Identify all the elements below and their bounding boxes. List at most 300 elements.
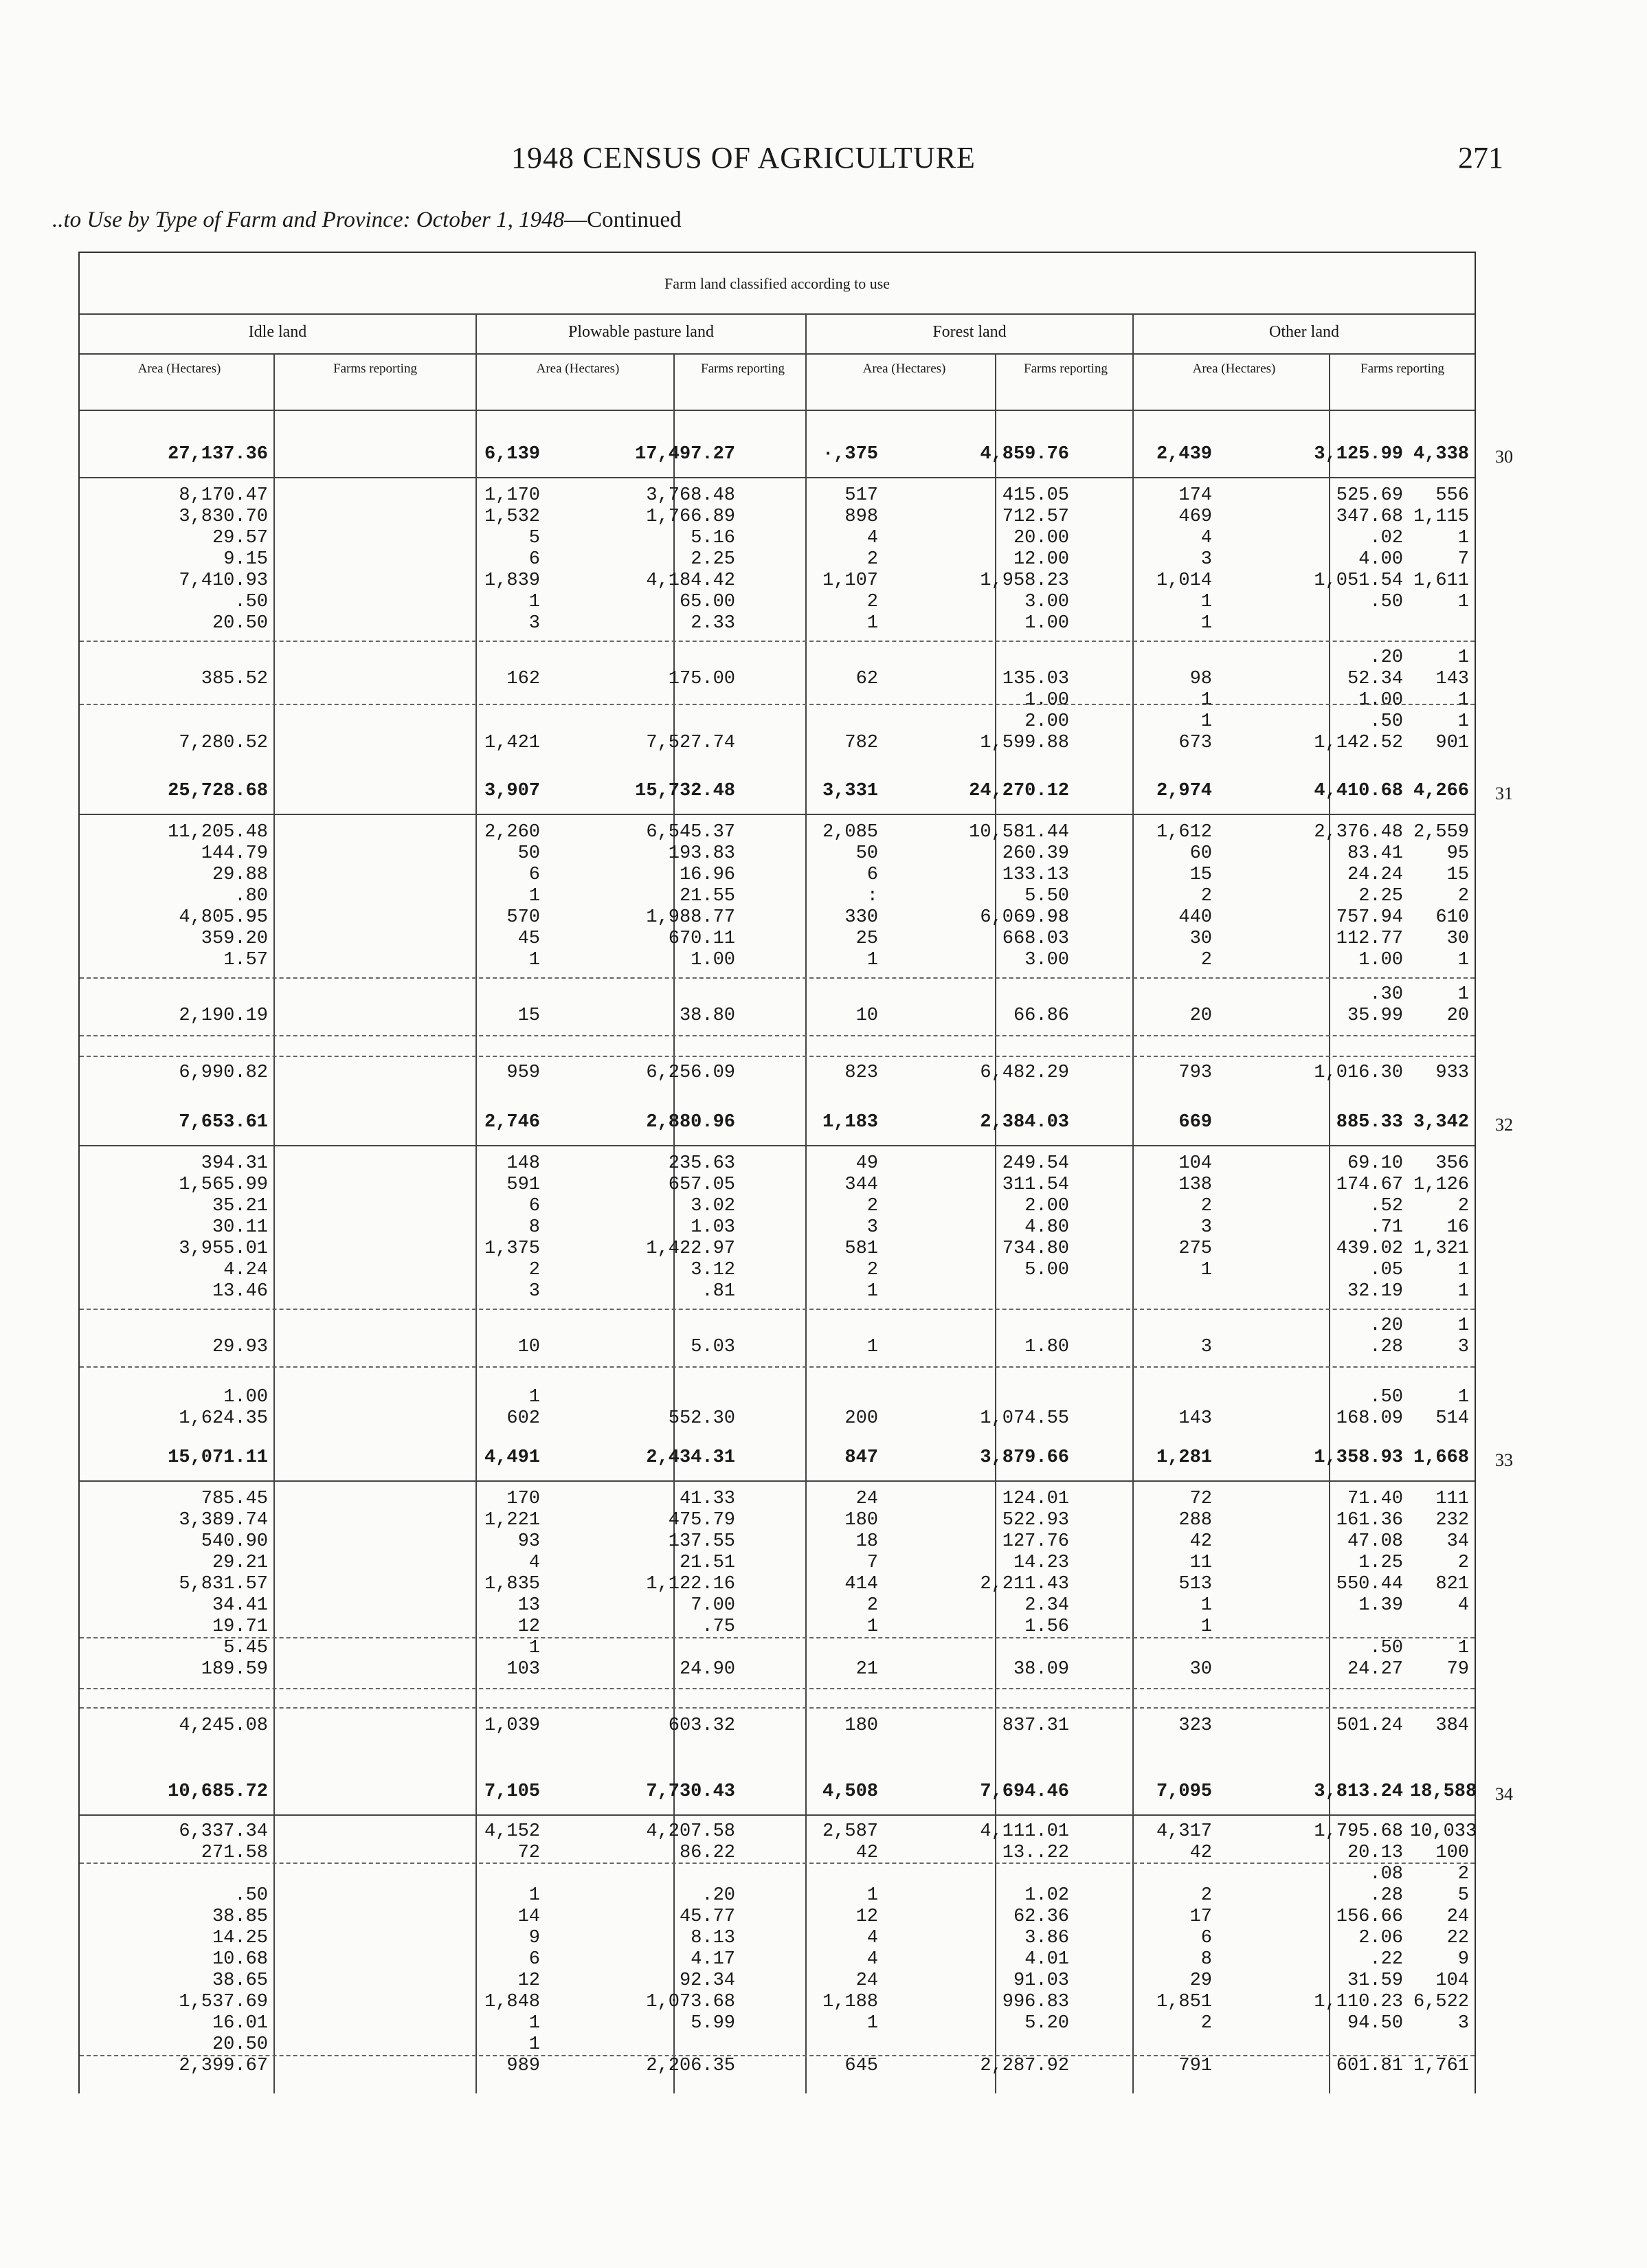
other-area: 4.00 (1358, 549, 1403, 570)
other-farms: 1,126 (1413, 1175, 1469, 1195)
forest-area: 668.03 (1002, 929, 1069, 949)
idle-area: 394.31 (201, 1153, 268, 1174)
header-pasture-area: Area (Hectares) (536, 362, 620, 376)
forest-area: 62.36 (1013, 1906, 1069, 1927)
pasture-farms: 1 (866, 1616, 878, 1637)
table-row (80, 1843, 1475, 1864)
other-area: 2.06 (1358, 1928, 1403, 1948)
pasture-area: 4,207.58 (646, 1821, 735, 1842)
forest-area: 24,270.12 (969, 781, 1069, 801)
other-farms: 1,115 (1413, 507, 1469, 527)
idle-farms: 3 (528, 613, 540, 634)
idle-farms: 1,039 (484, 1715, 540, 1736)
pasture-area: 670.11 (668, 929, 735, 949)
forest-farms: 673 (1178, 733, 1212, 753)
idle-area: 7,280.52 (179, 733, 268, 753)
forest-farms: 440 (1178, 907, 1212, 928)
other-farms: 356 (1435, 1153, 1469, 1174)
table-row (80, 886, 1475, 907)
other-area: 31.59 (1347, 1970, 1403, 1991)
other-farms: 1 (1457, 1387, 1469, 1408)
table-row (80, 592, 1475, 613)
pasture-farms: 24 (855, 1489, 878, 1509)
other-area: .52 (1369, 1196, 1403, 1216)
forest-farms: 1,612 (1156, 822, 1212, 843)
idle-farms: 1 (528, 2034, 540, 2055)
forest-farms: 42 (1189, 1843, 1212, 1863)
table-row (80, 1595, 1475, 1616)
forest-area: 1,074.55 (980, 1408, 1069, 1429)
idle-farms: 4 (528, 1553, 540, 1573)
pasture-farms: 4,508 (822, 1781, 878, 1802)
idle-farms: 12 (517, 1970, 540, 1991)
table-row (80, 1970, 1475, 1992)
table-row (80, 1885, 1475, 1906)
forest-area: 91.03 (1013, 1970, 1069, 1991)
idle-area: 5,831.57 (179, 1574, 268, 1594)
table-row (80, 570, 1475, 592)
pasture-area: 552.30 (668, 1408, 735, 1429)
other-farms: 2 (1457, 1553, 1469, 1573)
pasture-area: 475.79 (668, 1510, 735, 1531)
forest-area: 4.01 (1024, 1949, 1069, 1970)
forest-farms: 793 (1178, 1063, 1212, 1083)
idle-area: 4,805.95 (179, 907, 268, 928)
pasture-farms: 330 (844, 907, 878, 928)
idle-area: 38.85 (212, 1906, 268, 1927)
total-row (80, 1781, 1475, 1812)
table-row (80, 1659, 1475, 1680)
pasture-farms: 18 (855, 1531, 878, 1552)
pasture-farms: 10 (855, 1005, 878, 1026)
table-row (80, 2013, 1475, 2034)
idle-area: 1,624.35 (179, 1408, 268, 1429)
pasture-farms: 898 (844, 507, 878, 527)
pasture-farms: 4 (866, 1928, 878, 1948)
table-row (80, 865, 1475, 886)
group-idle-land: Idle land (248, 323, 307, 341)
table-row (80, 1196, 1475, 1217)
other-area: 47.08 (1347, 1531, 1403, 1552)
table-row (80, 1387, 1475, 1408)
table-row (80, 1992, 1475, 2013)
other-farms: 2 (1457, 1864, 1469, 1885)
pasture-farms: 1 (866, 1337, 878, 1357)
pasture-area: 1.03 (691, 1217, 735, 1238)
pasture-area: 6,256.09 (646, 1063, 735, 1083)
idle-farms: 6 (528, 1949, 540, 1970)
header-forest-farms: Farms reporting (1024, 362, 1108, 376)
pasture-farms: 847 (844, 1447, 878, 1468)
idle-farms: 4,152 (484, 1821, 540, 1842)
forest-farms: 138 (1178, 1175, 1212, 1195)
pasture-area: 7,730.43 (646, 1781, 735, 1802)
forest-area: 712.57 (1002, 507, 1069, 527)
idle-area: 189.59 (201, 1659, 268, 1680)
other-area: 4,410.68 (1314, 781, 1403, 801)
table-row (80, 1217, 1475, 1238)
forest-farms: 72 (1189, 1489, 1212, 1509)
pasture-area: 3.12 (691, 1260, 735, 1280)
pasture-area: 21.51 (679, 1553, 735, 1573)
idle-farms: 989 (506, 2056, 540, 2076)
table-row (80, 485, 1475, 507)
pasture-farms: 517 (844, 485, 878, 506)
idle-farms: 8 (528, 1217, 540, 1238)
idle-area: 4.24 (223, 1260, 268, 1280)
continued-text: —Continued (564, 208, 682, 232)
table-row (80, 1821, 1475, 1843)
other-area: 439.02 (1336, 1238, 1403, 1259)
forest-farms: 1 (1200, 690, 1212, 711)
forest-area: 66.86 (1013, 1005, 1069, 1026)
forest-farms: 30 (1189, 1659, 1212, 1680)
pasture-area: 1,766.89 (646, 507, 735, 527)
page-title: 1948 CENSUS OF AGRICULTURE (511, 141, 976, 175)
pasture-farms: : (866, 886, 878, 907)
group-forest-land: Forest land (932, 323, 1007, 341)
forest-area: 2,211.43 (980, 1574, 1069, 1594)
other-farms: 79 (1446, 1659, 1469, 1680)
idle-farms: 591 (506, 1175, 540, 1195)
forest-area: 14.23 (1013, 1553, 1069, 1573)
other-area: 1.25 (1358, 1553, 1403, 1573)
other-farms: 1 (1457, 1281, 1469, 1302)
pasture-farms: 2 (866, 549, 878, 570)
forest-farms: 275 (1178, 1238, 1212, 1259)
idle-farms: 1 (528, 886, 540, 907)
table-row (80, 647, 1475, 669)
other-area: 885.33 (1336, 1112, 1403, 1133)
other-farms: 1 (1457, 1638, 1469, 1658)
forest-farms: 288 (1178, 1510, 1212, 1531)
forest-area: 415.05 (1002, 485, 1069, 506)
pasture-area: 86.22 (679, 1843, 735, 1863)
forest-area: 5.50 (1024, 886, 1069, 907)
forest-farms: 2,974 (1156, 781, 1212, 801)
idle-farms: 45 (517, 929, 540, 949)
pasture-area: 2,880.96 (646, 1112, 735, 1133)
forest-farms: 60 (1189, 843, 1212, 864)
pasture-farms: 2,587 (822, 1821, 878, 1842)
pasture-area: 15,732.48 (635, 781, 735, 801)
other-area: 1,016.30 (1314, 1063, 1403, 1083)
other-area: .71 (1369, 1217, 1403, 1238)
idle-area: 271.58 (201, 1843, 268, 1863)
other-farms: 514 (1435, 1408, 1469, 1429)
forest-area: 124.01 (1002, 1489, 1069, 1509)
forest-farms: 17 (1189, 1906, 1212, 1927)
forest-farms: 6 (1200, 1928, 1212, 1948)
idle-area: 27,137.36 (168, 444, 268, 465)
table-row (80, 907, 1475, 929)
idle-farms: 1,170 (484, 485, 540, 506)
idle-farms: 3,907 (484, 781, 540, 801)
idle-farms: 7,105 (484, 1781, 540, 1802)
idle-farms: 2,746 (484, 1112, 540, 1133)
other-farms: 100 (1435, 1843, 1469, 1863)
pasture-area: 1,122.16 (646, 1574, 735, 1594)
pasture-area: 38.80 (679, 1005, 735, 1026)
pasture-farms: 2 (866, 1260, 878, 1280)
other-farms: 933 (1435, 1063, 1469, 1083)
other-farms: 821 (1435, 1574, 1469, 1594)
pasture-farms: 3 (866, 1217, 878, 1238)
forest-area: 1,599.88 (980, 733, 1069, 753)
pasture-farms: 7 (866, 1553, 878, 1573)
table-row (80, 1638, 1475, 1659)
idle-area: 20.50 (212, 613, 268, 634)
idle-area: 1,537.69 (179, 1992, 268, 2012)
pasture-farms: 344 (844, 1175, 878, 1195)
pasture-area: 5.03 (691, 1337, 735, 1357)
forest-farms: 174 (1178, 485, 1212, 506)
idle-area: 16.01 (212, 2013, 268, 2034)
other-area: .50 (1369, 1638, 1403, 1658)
section-number: 32 (1495, 1115, 1513, 1135)
forest-area: 133.13 (1002, 865, 1069, 885)
pasture-area: 2.25 (691, 549, 735, 570)
idle-area: 11,205.48 (168, 822, 268, 843)
pasture-area: 3,768.48 (646, 485, 735, 506)
other-area: .02 (1369, 528, 1403, 548)
table-row (80, 1510, 1475, 1531)
forest-area: 127.76 (1002, 1531, 1069, 1552)
forest-area: 4.80 (1024, 1217, 1069, 1238)
idle-area: 359.20 (201, 929, 268, 949)
other-area: 1.00 (1358, 950, 1403, 970)
other-area: 161.36 (1336, 1510, 1403, 1531)
other-farms: 4 (1457, 1595, 1469, 1616)
idle-area: 2,399.67 (179, 2056, 268, 2076)
other-area: 52.34 (1347, 669, 1403, 689)
table-row (80, 1153, 1475, 1175)
forest-area: 5.00 (1024, 1260, 1069, 1280)
idle-area: 8,170.47 (179, 485, 268, 506)
pasture-area: 193.83 (668, 843, 735, 864)
pasture-area: 45.77 (679, 1906, 735, 1927)
other-area: .28 (1369, 1885, 1403, 1906)
idle-area: 144.79 (201, 843, 268, 864)
idle-area: 10,685.72 (168, 1781, 268, 1802)
idle-farms: 170 (506, 1489, 540, 1509)
table-row (80, 549, 1475, 570)
pasture-area: 175.00 (668, 669, 735, 689)
table-row (80, 528, 1475, 549)
other-farms: 1,668 (1413, 1447, 1469, 1468)
pasture-area: 7.00 (691, 1595, 735, 1616)
table-row (80, 1864, 1475, 1885)
other-farms: 18,588 (1410, 1781, 1477, 1802)
forest-area: 38.09 (1013, 1659, 1069, 1680)
pasture-area: 1,988.77 (646, 907, 735, 928)
other-farms: 1 (1457, 528, 1469, 548)
forest-area: 2,384.03 (980, 1112, 1069, 1133)
idle-farms: 1,532 (484, 507, 540, 527)
forest-farms: 2 (1200, 886, 1212, 907)
idle-area: 14.25 (212, 1928, 268, 1948)
table-row (80, 1715, 1475, 1737)
other-farms: 901 (1435, 733, 1469, 753)
pasture-farms: 1 (866, 1885, 878, 1906)
other-area: 3,813.24 (1314, 1781, 1403, 1802)
pasture-area: 21.55 (679, 886, 735, 907)
forest-area: 4,111.01 (980, 1821, 1069, 1842)
idle-area: 29.88 (212, 865, 268, 885)
section-number: 31 (1495, 783, 1513, 803)
forest-farms: 2 (1200, 1196, 1212, 1216)
idle-farms: 72 (517, 1843, 540, 1863)
idle-area: 6,990.82 (179, 1063, 268, 1083)
idle-farms: 13 (517, 1595, 540, 1616)
forest-farms: 1 (1200, 592, 1212, 612)
idle-farms: 1,421 (484, 733, 540, 753)
other-area: 601.81 (1336, 2056, 1403, 2076)
other-area: 35.99 (1347, 1005, 1403, 1026)
pasture-farms: 2,085 (822, 822, 878, 843)
other-area: 156.66 (1336, 1906, 1403, 1927)
pasture-farms: 180 (844, 1510, 878, 1531)
forest-farms: 1 (1200, 1595, 1212, 1616)
table-row (80, 950, 1475, 971)
forest-area: 7,694.46 (980, 1781, 1069, 1802)
pasture-farms: 645 (844, 2056, 878, 2076)
table-row (80, 1489, 1475, 1510)
idle-farms: 602 (506, 1408, 540, 1429)
forest-farms: 1,014 (1156, 570, 1212, 591)
forest-area: 6,482.29 (980, 1063, 1069, 1083)
forest-farms: 143 (1178, 1408, 1212, 1429)
section-number: 33 (1495, 1450, 1513, 1470)
idle-farms: 1 (528, 1387, 540, 1408)
idle-farms: 1,835 (484, 1574, 540, 1594)
table-row (80, 1315, 1475, 1337)
other-area: 1.39 (1358, 1595, 1403, 1616)
pasture-farms: 4 (866, 528, 878, 548)
other-area: 525.69 (1336, 485, 1403, 506)
idle-area: 35.21 (212, 1196, 268, 1216)
other-farms: 1,611 (1413, 570, 1469, 591)
idle-farms: 5 (528, 528, 540, 548)
idle-area: .80 (234, 886, 268, 907)
other-area: 501.24 (1336, 1715, 1403, 1736)
forest-farms: 4,317 (1156, 1821, 1212, 1842)
forest-farms: 1,281 (1156, 1447, 1212, 1468)
idle-farms: 1 (528, 950, 540, 970)
other-farms: 10,033 (1410, 1821, 1477, 1842)
pasture-area: 603.32 (668, 1715, 735, 1736)
other-farms: 384 (1435, 1715, 1469, 1736)
idle-farms: 93 (517, 1531, 540, 1552)
forest-farms: 3 (1200, 549, 1212, 570)
forest-area: 837.31 (1002, 1715, 1069, 1736)
other-area: .22 (1369, 1949, 1403, 1970)
other-farms: 1 (1457, 647, 1469, 668)
table-row (80, 1063, 1475, 1084)
pasture-farms: 2 (866, 592, 878, 612)
other-farms: 15 (1446, 865, 1469, 885)
other-farms: 5 (1457, 1885, 1469, 1906)
forest-farms: 323 (1178, 1715, 1212, 1736)
pasture-area: 3.02 (691, 1196, 735, 1216)
idle-area: 7,410.93 (179, 570, 268, 591)
total-row (80, 444, 1475, 474)
other-area: 1,795.68 (1314, 1821, 1403, 1842)
idle-farms: 6,139 (484, 444, 540, 465)
table-row (80, 1928, 1475, 1949)
pasture-farms: 1,188 (822, 1992, 878, 2012)
idle-area: 19.71 (212, 1616, 268, 1637)
table-row (80, 733, 1475, 754)
other-area: 24.27 (1347, 1659, 1403, 1680)
other-farms: 556 (1435, 485, 1469, 506)
pasture-farms: 823 (844, 1063, 878, 1083)
forest-area: 2.00 (1024, 1196, 1069, 1216)
other-area: .30 (1369, 984, 1403, 1005)
other-farms: 143 (1435, 669, 1469, 689)
idle-area: 34.41 (212, 1595, 268, 1616)
table-row (80, 1281, 1475, 1302)
other-area: .50 (1369, 711, 1403, 732)
header-forest-area: Area (Hectares) (862, 362, 946, 376)
pasture-farms: 180 (844, 1715, 878, 1736)
forest-area: 3.00 (1024, 592, 1069, 612)
pasture-farms: 1 (866, 2013, 878, 2034)
forest-area: 1.56 (1024, 1616, 1069, 1637)
forest-farms: 7,095 (1156, 1781, 1212, 1802)
pasture-farms: 414 (844, 1574, 878, 1594)
section-number: 34 (1495, 1784, 1513, 1804)
forest-farms: 8 (1200, 1949, 1212, 1970)
other-area: 3,125.99 (1314, 444, 1403, 465)
forest-area: 6,069.98 (980, 907, 1069, 928)
pasture-farms: 1 (866, 950, 878, 970)
table-row (80, 1949, 1475, 1970)
header-other-area: Area (Hectares) (1192, 362, 1276, 376)
forest-farms: 2 (1200, 950, 1212, 970)
other-farms: 1,761 (1413, 2056, 1469, 2076)
forest-farms: 1 (1200, 711, 1212, 732)
pasture-area: 1,073.68 (646, 1992, 735, 2012)
header-other-farms: Farms reporting (1360, 362, 1444, 376)
forest-farms: 1 (1200, 1616, 1212, 1637)
pasture-area: 8.13 (691, 1928, 735, 1948)
header-idle-farms: Farms reporting (333, 362, 417, 376)
idle-farms: 12 (517, 1616, 540, 1637)
other-farms: 4,338 (1413, 444, 1469, 465)
table-row (80, 2034, 1475, 2056)
table-subtitle (52, 208, 682, 233)
forest-farms: 29 (1189, 1970, 1212, 1991)
forest-area: 3,879.66 (980, 1447, 1069, 1468)
forest-farms: 791 (1178, 2056, 1212, 2076)
other-farms: 232 (1435, 1510, 1469, 1531)
other-farms: 1 (1457, 690, 1469, 711)
other-farms: 95 (1446, 843, 1469, 864)
pasture-farms: 3,331 (822, 781, 878, 801)
other-farms: 3 (1457, 1337, 1469, 1357)
table-caption: Farm land classified according to use (664, 275, 890, 292)
forest-area: 2.00 (1024, 711, 1069, 732)
forest-area: 20.00 (1013, 528, 1069, 548)
forest-area: 734.80 (1002, 1238, 1069, 1259)
table-row (80, 929, 1475, 950)
other-farms: 4,266 (1413, 781, 1469, 801)
idle-farms: 1 (528, 2013, 540, 2034)
pasture-farms: 6 (866, 865, 878, 885)
pasture-farms: 49 (855, 1153, 878, 1174)
other-area: 347.68 (1336, 507, 1403, 527)
